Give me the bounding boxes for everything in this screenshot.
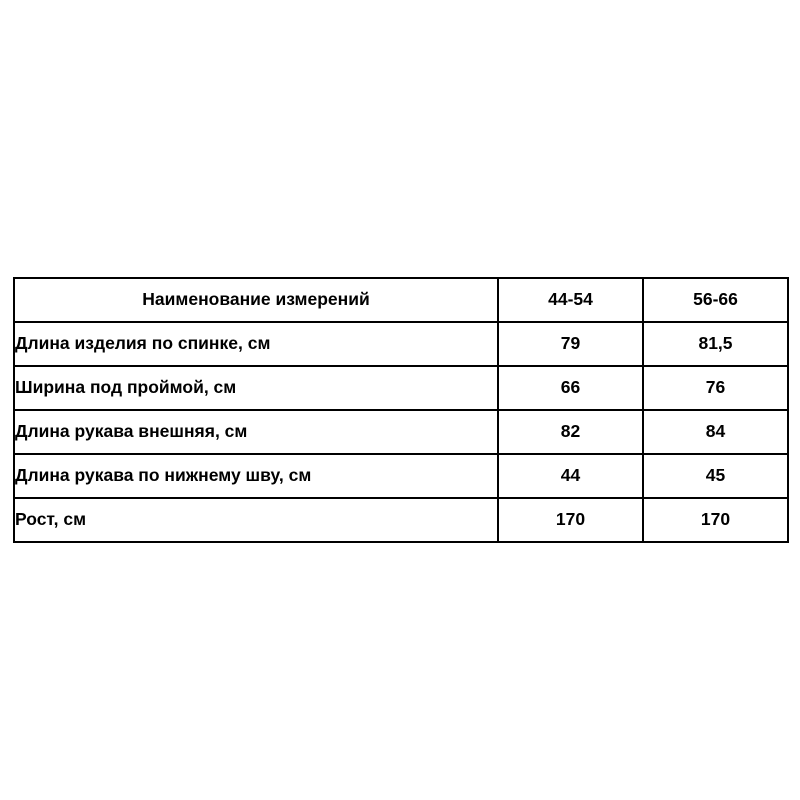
- table-row: [14, 366, 788, 410]
- table-row: [14, 322, 788, 366]
- size-chart-container: [13, 277, 787, 543]
- measurement-value-44-54: 79: [498, 322, 643, 366]
- column-header-size-44-54: 44-54: [498, 278, 643, 322]
- table-row: [14, 454, 788, 498]
- size-chart-table: [13, 277, 789, 543]
- measurement-value-56-66: 76: [643, 366, 788, 410]
- measurement-value-56-66: 81,5: [643, 322, 788, 366]
- measurement-name: Ширина под проймой, см: [14, 366, 498, 410]
- measurement-name: Длина изделия по спинке, см: [14, 322, 498, 366]
- table-header-row: [14, 278, 788, 322]
- measurement-name: Длина рукава внешняя, см: [14, 410, 498, 454]
- measurement-value-44-54: 82: [498, 410, 643, 454]
- measurement-value-56-66: 45: [643, 454, 788, 498]
- measurement-value-44-54: 170: [498, 498, 643, 542]
- table-row: [14, 498, 788, 542]
- measurement-value-44-54: 66: [498, 366, 643, 410]
- measurement-value-44-54: 44: [498, 454, 643, 498]
- measurement-name: Длина рукава по нижнему шву, см: [14, 454, 498, 498]
- table-row: [14, 410, 788, 454]
- measurement-value-56-66: 84: [643, 410, 788, 454]
- measurement-value-56-66: 170: [643, 498, 788, 542]
- column-header-size-56-66: 56-66: [643, 278, 788, 322]
- measurement-name: Рост, см: [14, 498, 498, 542]
- column-header-measurement-name: Наименование измерений: [14, 278, 498, 322]
